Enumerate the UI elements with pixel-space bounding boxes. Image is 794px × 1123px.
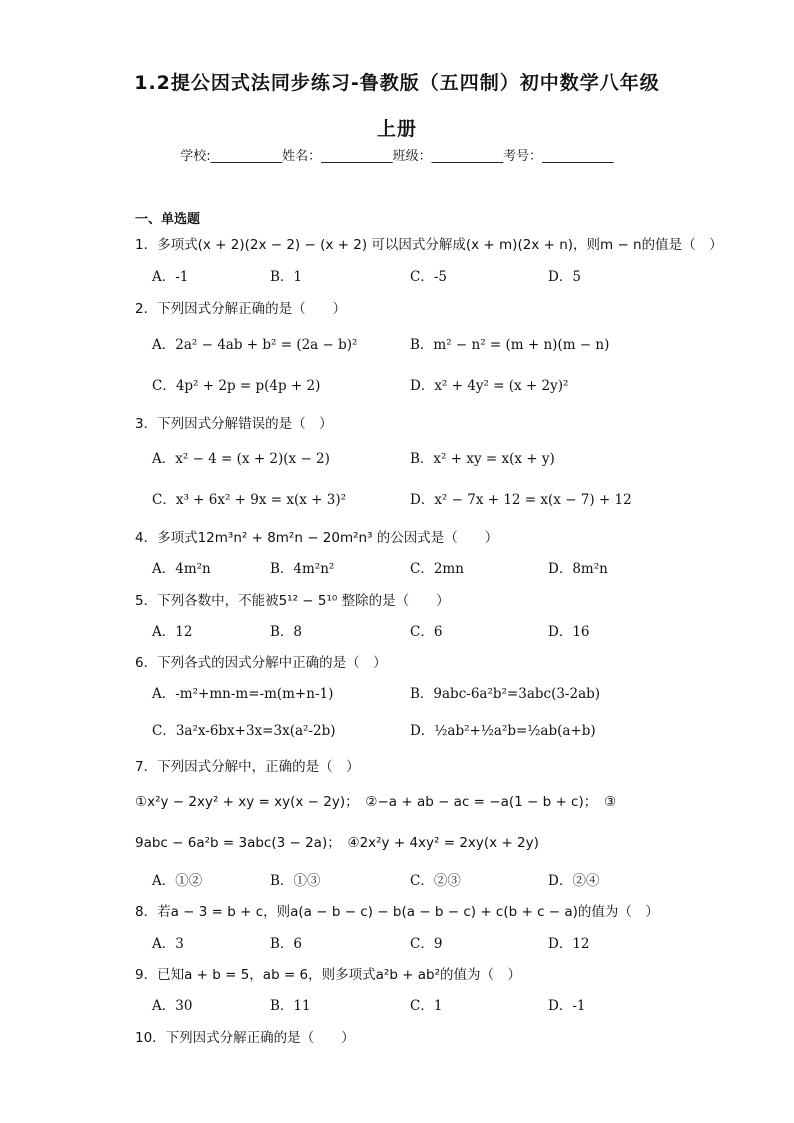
q7-option-d: D．②④	[548, 873, 600, 889]
question-1: 1．多项式(x + 2)(2x − 2) − (x + 2) 可以因式分解成(x + m)(2x + n)，则m − n的值是（ ）	[135, 237, 723, 253]
q3-option-a: A．x² − 4 = (x + 2)(x − 2)	[152, 451, 330, 467]
q5-option-b: B．8	[270, 624, 303, 640]
q1-option-d: D．5	[548, 269, 581, 285]
q2-option-d: D．x² + 4y² = (x + 2y)²	[410, 378, 569, 394]
page-title-continued: 上册	[376, 118, 417, 140]
q6-option-d: D．½ab²+½a²b=½ab(a+b)	[410, 723, 596, 739]
q7-statements-line-1: ①x²y − 2xy² + xy = xy(x − 2y)； ②−a + ab − ac = −a(1 − b + c)； ③	[135, 794, 617, 810]
q4-option-c: C．2mn	[410, 561, 464, 577]
q4-option-d: D．8m²n	[548, 561, 608, 577]
question-8: 8．若a − 3 = b + c，则a(a − b − c) − b(a − b − c) + c(b + c − a)的值为（ ）	[135, 904, 659, 920]
q6-option-b: B．9abc-6a²b²=3abc(3-2ab)	[410, 686, 601, 702]
q9-option-c: C．1	[410, 998, 443, 1014]
q7-statements-line-2: 9abc − 6a²b = 3abc(3 − 2a)； ④2x²y + 4xy² = 2xy(x + 2y)	[135, 835, 539, 851]
q6-option-c: C．3a²x-6bx+3x=3x(a²-2b)	[152, 723, 336, 739]
q4-option-b: B．4m²n²	[270, 561, 335, 577]
q8-option-a: A．3	[152, 936, 184, 952]
q9-option-a: A．30	[152, 998, 193, 1014]
student-info-line: 学校:___________姓名：___________班级：___________考号：___________	[180, 149, 614, 164]
q5-option-c: C．6	[410, 624, 443, 640]
q3-option-d: D．x² − 7x + 12 = x(x − 7) + 12	[410, 492, 632, 508]
q6-option-a: A．-m²+mn-m=-m(m+n-1)	[152, 686, 334, 702]
q3-option-c: C．x³ + 6x² + 9x = x(x + 3)²	[152, 492, 347, 508]
q2-option-b: B．m² − n² = (m + n)(m − n)	[410, 337, 610, 353]
question-5: 5．下列各数中，不能被5¹² − 5¹⁰ 整除的是（ ）	[135, 593, 450, 609]
q8-option-c: C．9	[410, 936, 443, 952]
q4-option-a: A．4m²n	[152, 561, 211, 577]
q5-option-a: A．12	[152, 624, 193, 640]
question-4: 4．多项式12m³n² + 8m²n − 20m²n³ 的公因式是（ ）	[135, 530, 499, 546]
q9-option-d: D．-1	[548, 998, 586, 1014]
question-2: 2．下列因式分解正确的是（ ）	[135, 301, 347, 317]
q1-option-a: A．-1	[152, 269, 189, 285]
q7-option-a: A．①②	[152, 873, 203, 889]
question-10: 10．下列因式分解正确的是（ ）	[135, 1030, 355, 1046]
section-heading: 一、单选题	[135, 212, 201, 227]
q1-option-b: B．1	[270, 269, 303, 285]
q3-option-b: B．x² + xy = x(x + y)	[410, 451, 555, 467]
question-9: 9．已知a + b = 5，ab = 6，则多项式a²b + ab²的值为（ ）	[135, 967, 522, 983]
question-3: 3．下列因式分解错误的是（ ）	[135, 416, 333, 432]
question-6: 6．下列各式的因式分解中正确的是（ ）	[135, 655, 387, 671]
q5-option-d: D．16	[548, 624, 590, 640]
q8-option-d: D．12	[548, 936, 590, 952]
q9-option-b: B．11	[270, 998, 311, 1014]
page-title: 1.2提公因式法同步练习-鲁教版（五四制）初中数学八年级	[134, 72, 660, 94]
q2-option-c: C．4p² + 2p = p(4p + 2)	[152, 378, 321, 394]
q1-option-c: C．-5	[410, 269, 447, 285]
q7-option-c: C．②③	[410, 873, 461, 889]
q7-option-b: B．①③	[270, 873, 321, 889]
question-7: 7．下列因式分解中，正确的是（ ）	[135, 759, 360, 775]
q8-option-b: B．6	[270, 936, 303, 952]
q2-option-a: A．2a² − 4ab + b² = (2a − b)²	[152, 337, 358, 353]
